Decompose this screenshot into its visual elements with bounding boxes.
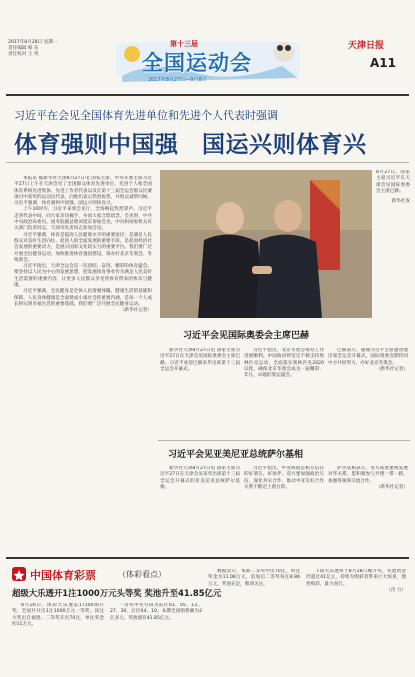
lottery-section — [0, 561, 415, 677]
brand-logo: 天津日报 — [348, 41, 385, 51]
date-line: 2017年8月28日 星期一 — [8, 40, 58, 45]
banner-small: 第十三届 — [170, 40, 198, 48]
article1-para1: 本报讯 据新华社天津8月27日电 国家主席、中央军委主席习近平27日上午在天津会见了全国群众体育先进单位、先进个人和全国体育系统先进集体、先进工作者代表以及在第十三届全运会群众比赛项目中获奖的运动员代表，向他们表示热烈祝贺，并致以诚挚问候。习近平强调，体育强则中国强，国运兴则体育兴。 — [14, 176, 152, 207]
article2-text3: 巴赫表示，感谢习近平主席邀请他出席全运会开幕式。国际奥委会期待同中方共同努力，办好北京冬奥会。 — [328, 348, 408, 366]
games-banner — [112, 30, 304, 90]
lottery-text1: 8月26日，体彩大乐透第17100期开奖，全国共开出1注1000万元一等奖，该注大奖出自福建。二等奖开出70注，单注奖金约11万元。 — [12, 603, 104, 627]
article2-title: 习近平会见国际奥委会主席巴赫 — [183, 331, 310, 341]
lottery-col1 — [12, 603, 104, 673]
photo-caption-text: 8月27日，国家主席习近平在天津会见国际奥委会主席巴赫。 — [376, 170, 410, 194]
article3-credit: （新华社记者） — [375, 484, 408, 490]
header-meta — [8, 40, 57, 59]
article2-text2: 习近平指出，北京冬奥会筹办工作进展顺利。中国政府将坚定不移支持奥林匹克运动，全面落实奥林匹克2020议程，确保北京冬奥会成为一届精彩、非凡、卓越的奥运盛会。 — [244, 348, 324, 379]
lottery-text3: 数据显示，本期二等奖中出70注，单注奖金为11.08万元，追加后二等奖每注8.86万元，奖池充足，敬请关注。 — [208, 569, 300, 587]
editor-line: 责任编辑 韩 东 — [8, 46, 39, 52]
news-photo — [160, 170, 372, 318]
lottery-text4: 下期大乐透将于8月28日晚开奖，奖池资金仍超过41亿元，持续为购彩者带来巨大惊喜，理性购彩，量力而行。 — [306, 569, 406, 587]
lottery-top-rule — [6, 557, 409, 559]
header-rule — [6, 94, 409, 96]
design-line: 责任校对 王 英 — [8, 52, 39, 58]
lottery-col2 — [110, 603, 202, 673]
lottery-brand: 中国体育彩票 — [30, 569, 96, 582]
article3-col1 — [160, 466, 240, 552]
article1-column-left — [14, 176, 152, 538]
lottery-credit: （肖 力） — [386, 587, 406, 593]
photo-caption — [376, 170, 410, 318]
lottery-col4 — [306, 569, 406, 673]
article1-para5: 习近平强调，全民健身是全体人民增强体魄、健康生活的基础和保障，人民身体健康是全面建成小康社会的重要内涵，是每一个人成长和实现幸福生活的重要基础。我们要广泛开展全民健身运动。 — [14, 289, 152, 307]
lottery-text2: 一等奖中奖号码为前区03、05、13、27、30，后区04、10。本期全国销售额为2亿多元，奖池滚存41.85亿元。 — [110, 603, 202, 621]
article1-kicker: 习近平在会见全国体育先进单位和先进个人代表时强调 — [14, 109, 278, 122]
article3-col3 — [328, 466, 408, 552]
banner-sub: 2017年8月27日—9月8日 — [148, 77, 207, 83]
article2-col2 — [244, 348, 324, 436]
article3-text1: 新华社天津8月27日电 国家主席习近平27日在天津会见来华出席第十三届全运会开幕式的亚美尼亚总统萨尔基相。 — [160, 466, 240, 490]
banner-title: 全国运动会 — [142, 51, 252, 75]
lottery-headline: 超级大乐透开1注1000万元头等奖 奖池升至41.85亿元 — [12, 588, 222, 598]
article-divider — [158, 440, 410, 441]
article1-para3: 习近平强调，体育是提高人民健康水平的重要途径，是满足人民群众对美好生活向往、促进人的全面发展的重要手段，是促进经济社会发展的重要动力，是展示国家文化软实力的重要平台。我们要广泛开展全民健身运动，加快推进体育强国建设，筹办好北京冬奥会、冬残奥会。 — [14, 232, 152, 263]
article2-col1 — [160, 348, 240, 436]
lottery-label: （体彩看点） — [118, 570, 166, 579]
article3-title: 习近平会见亚美尼亚总统萨尔基相 — [168, 450, 304, 460]
article2-text1: 新华社天津8月27日电 国家主席习近平27日在天津会见国际奥委会主席巴赫。习近平欢迎巴赫来华出席第十三届全运会开幕式。 — [160, 348, 240, 372]
title-rule — [6, 162, 409, 163]
lottery-logo-icon — [12, 567, 26, 581]
article1-title: 体育强则中国强 国运兴则体育兴 — [14, 131, 367, 158]
article1-para2: 上午10时许，习近平来到会见厅，全场响起热烈掌声。习近平走到代表中间，同大家亲切握手，并同大家合影留念。会见时，中共中央政治局委员、国务院副总理刘延东参加会见。中央和国家机关有关部门负责同志，天津市负责同志参加会见。 — [14, 207, 152, 232]
article1-para4: 习近平指出，天津全运会是一次团结、奋进、精彩的体育盛会。要坚持以人民为中心的发展思想，把发展体育事业作为满足人民美好生活需要的重要内容，让更多人民群众享受到体育带来的快乐与健康。 — [14, 264, 152, 289]
article3-text2: 习近平指出，中亚两国是相互信任的好朋友、好伙伴。双方要加强政治互信，深化务实合作，推动中亚友好合作关系不断迈上新台阶。 — [244, 466, 324, 490]
photo-credit: 新华社发 — [391, 199, 410, 205]
article1-credit: （新华社记者） — [119, 308, 152, 314]
page-number: A11 — [370, 56, 396, 70]
lottery-col3 — [208, 569, 300, 673]
article2-col3 — [328, 348, 408, 436]
photo-image — [160, 170, 372, 318]
article3-text3: 萨尔基相表示，亚方高度重视发展对华关系，愿积极参与共建一带一路，加强各领域交流合作。 — [328, 466, 408, 484]
article3-col2 — [244, 466, 324, 552]
article2-credit: （新华社记者） — [375, 366, 408, 372]
